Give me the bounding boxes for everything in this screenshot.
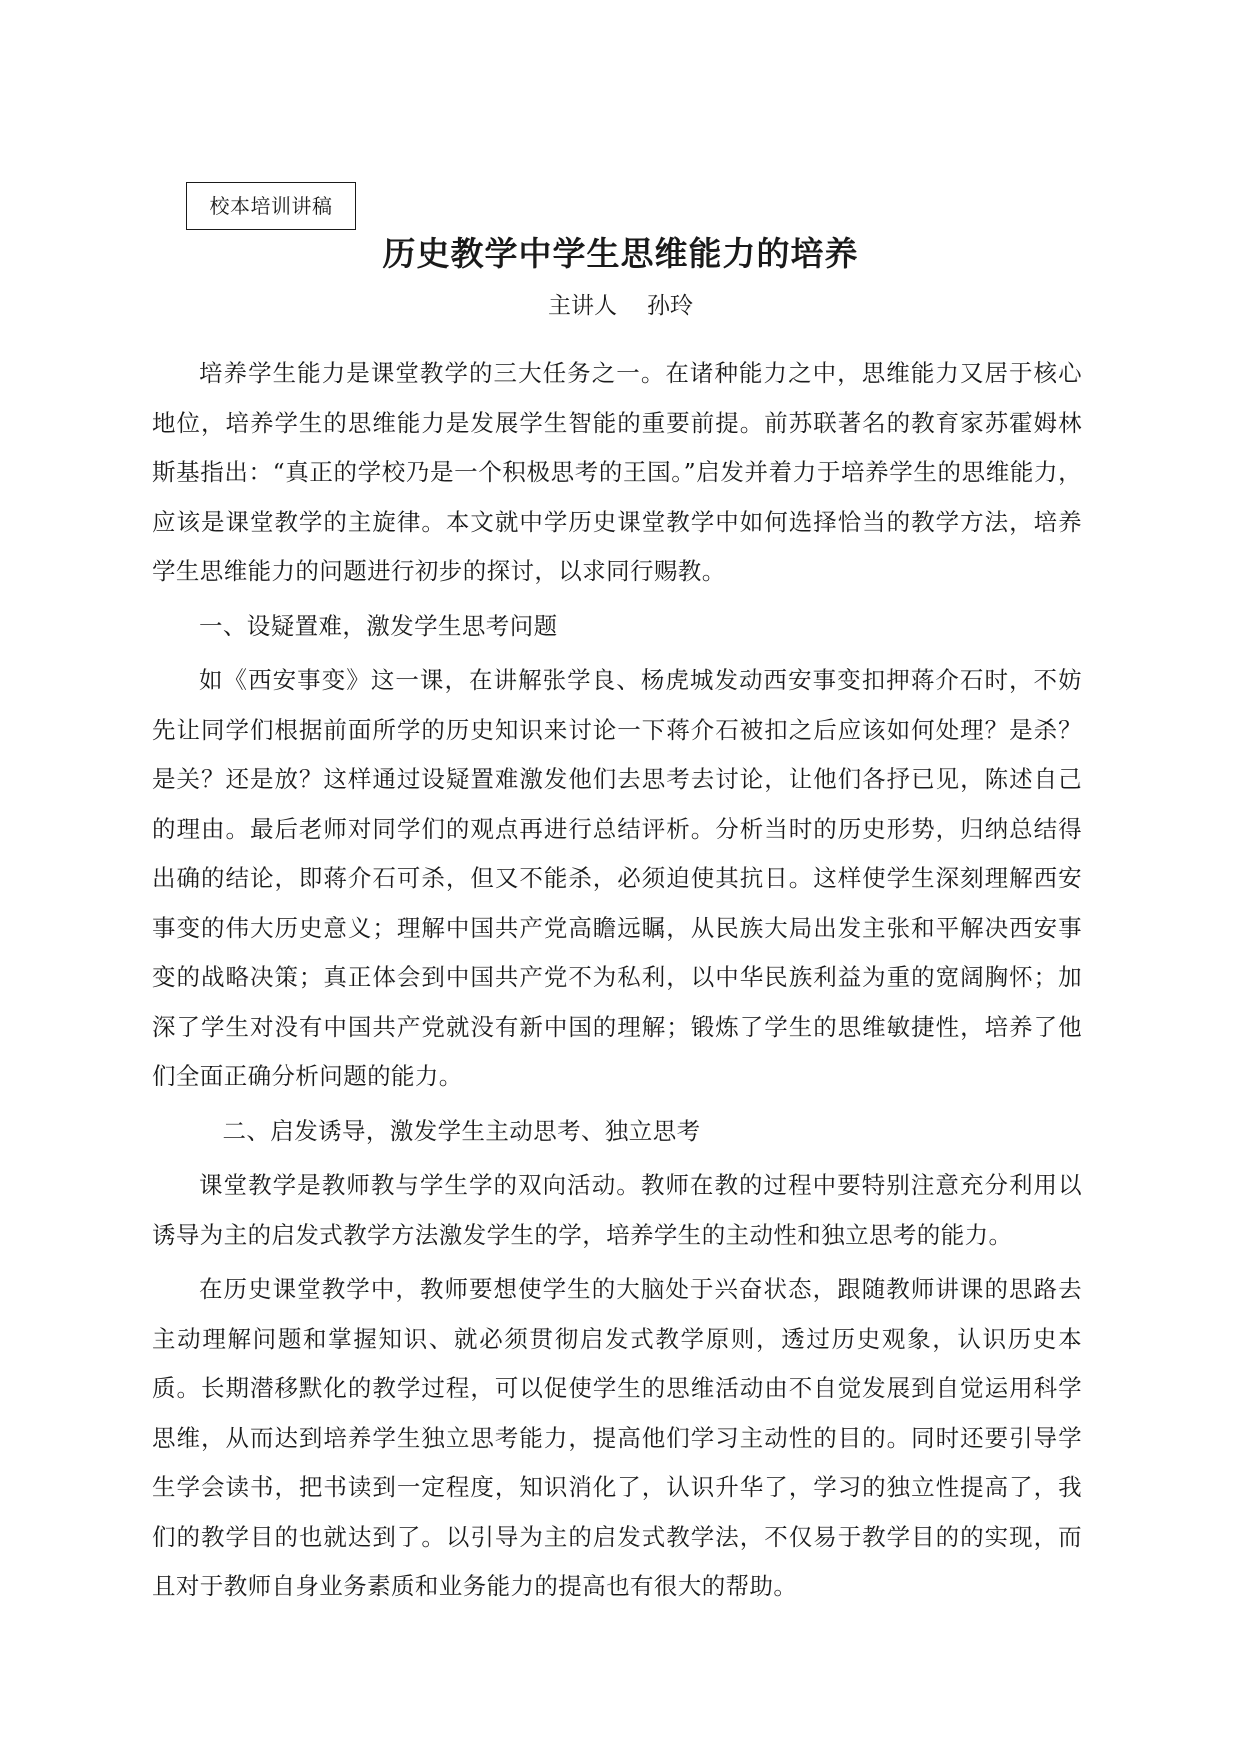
speaker-name: 孙玲 <box>647 293 693 319</box>
speaker-role: 主讲人 <box>548 293 617 319</box>
paragraph-section-2b: 在历史课堂教学中，教师要想使学生的大脑处于兴奋状态，跟随教师讲课的思路去主动理解问题和掌握知识、就必须贯彻启发式教学原则，透过历史观象，认识历史本质。长期潜移默化的教学过程，可以促使学生的思维活动由不自觉发展到自觉运用科学思维，从而达到培养学生独立思考能力，提高他们学习主动性的目的。同时还要引导学生学会读书，把书读到一定程度，知识消化了，认识升华了，学习的独立性提高了，我们的教学目的也就达到了。以引导为主的启发式教学法，不仅易于教学目的的实现，而且对于教师自身业务素质和业务能力的提高也有很大的帮助。 <box>152 1275 1082 1600</box>
document-title: 历史教学中学生思维能力的培养 <box>382 234 859 273</box>
paragraph-section-2a: 课堂教学是教师教与学生学的双向活动。教师在教的过程中要特别注意充分利用以诱导为主的启发式教学方法激发学生的学，培养学生的主动性和独立思考的能力。 <box>152 1171 1082 1249</box>
document-label-box: 校本培训讲稿 <box>186 182 356 230</box>
paragraph-intro: 培养学生能力是课堂教学的三大任务之一。在诸种能力之中，思维能力又居于核心地位，培养学生的思维能力是发展学生智能的重要前提。前苏联著名的教育家苏霍姆林斯基指出：“真正的学校乃是一个积极思考的王国。”启发并着力于培养学生的思维能力，应该是课堂教学的主旋律。本文就中学历史课堂教学中如何选择恰当的教学方法，培养学生思维能力的问题进行初步的探讨，以求同行赐教。 <box>152 359 1082 585</box>
section-heading-2: 二、启发诱导，激发学生主动思考、独立思考 <box>222 1116 701 1145</box>
paragraph-section-1: 如《西安事变》这一课，在讲解张学良、杨虎城发动西安事变扣押蒋介石时，不妨先让同学们根据前面所学的历史知识来讨论一下蒋介石被扣之后应该如何处理？是杀？是关？还是放？这样通过设疑置难激发他们去思考去讨论，让他们各抒已见，陈述自己的理由。最后老师对同学们的观点再进行总结评析。分析当时的历史形势，归纳总结得出确的结论，即蒋介石可杀，但又不能杀，必须迫使其抗日。这样使学生深刻理解西安事变的伟大历史意义；理解中国共产党高瞻远瞩，从民族大局出发主张和平解决西安事变的战略决策；真正体会到中国共产党不为私利，以中华民族利益为重的宽阔胸怀；加深了学生对没有中国共产党就没有新中国的理解；锻炼了学生的思维敏捷性，培养了他们全面正确分析问题的能力。 <box>152 666 1082 1090</box>
speaker-line <box>0 286 1241 326</box>
document-body <box>152 349 1082 1617</box>
section-heading-1: 一、设疑置难，激发学生思考问题 <box>199 611 558 640</box>
